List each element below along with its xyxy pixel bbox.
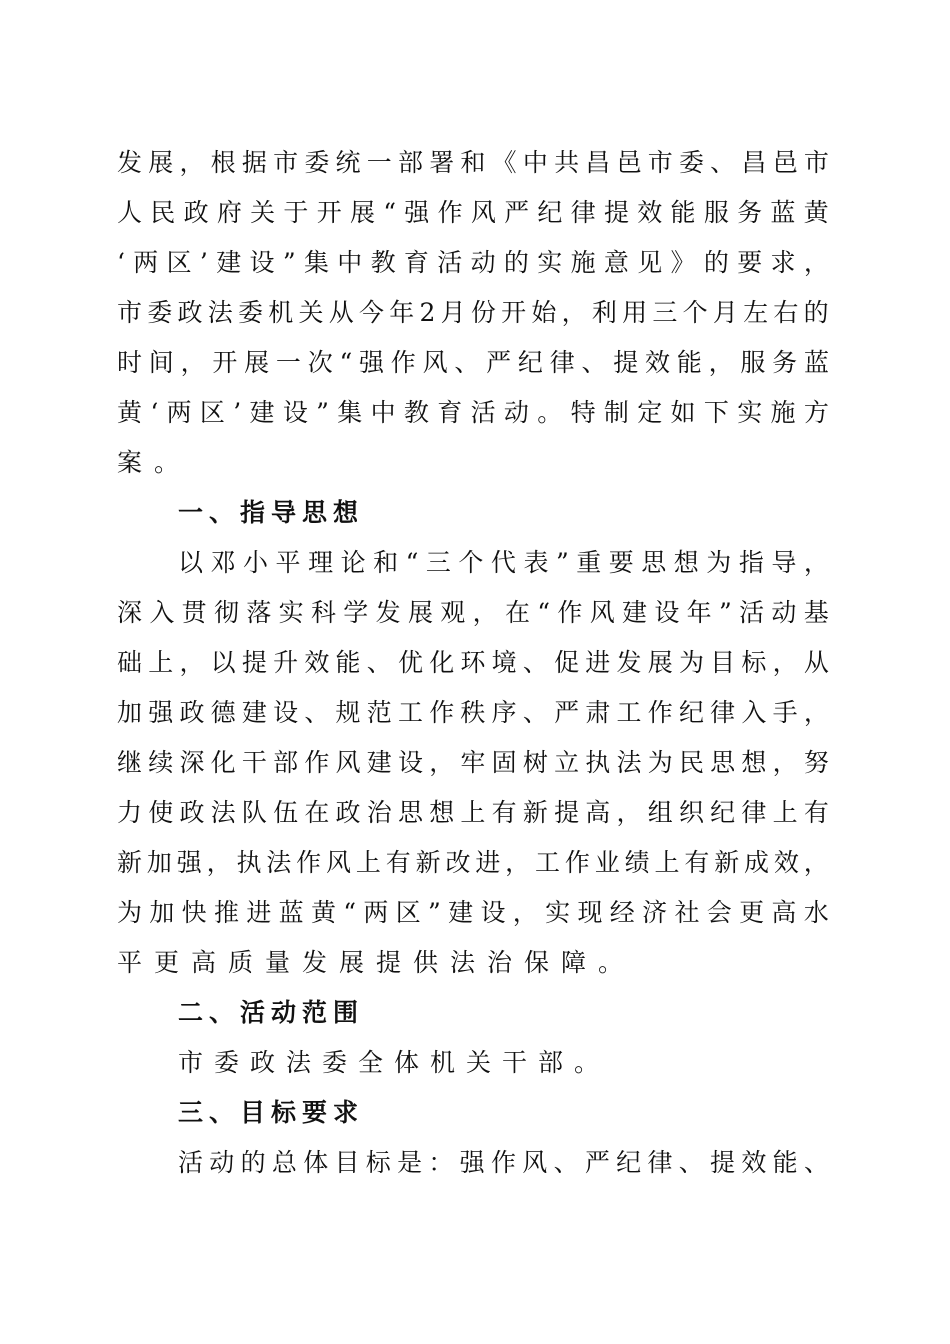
body-line-indent: [178, 1146, 829, 1180]
body-line: [117, 796, 829, 830]
body-line: [117, 896, 829, 930]
line-text: ‘ 两 区 ’ 建 设 ” 集 中 教 育 活 动 的 实 施 意 见 》 的 要 求 ，: [117, 248, 829, 277]
body-line: [117, 296, 829, 330]
line-text: 平更高质量发展提供法治保障。: [117, 948, 636, 977]
body-line: [117, 146, 829, 180]
section-heading-goals: 三、目标要求: [178, 1098, 365, 1127]
line-text: 为 加 快 推 进 蓝 黄 “ 两 区 ” 建 设 ， 实 现 经 济 社 会 更 高 水: [117, 898, 829, 927]
line-text: 加 强 政 德 建 设 、 规 范 工 作 秩 序 、 严 肃 工 作 纪 律 入 手 ，: [117, 698, 829, 727]
line-text: 黄 ‘ 两 区 ’ 建 设 ” 集 中 教 育 活 动 。 特 制 定 如 下 实 施 方: [117, 398, 829, 427]
section-heading-activity-scope: 二、活动范围: [178, 998, 365, 1027]
line-text: 深 入 贯 彻 落 实 科 学 发 展 观 ， 在 “ 作 风 建 设 年 ” 活 动 基: [117, 598, 829, 627]
body-line: [117, 346, 829, 380]
line-text: 以 邓 小 平 理 论 和 “ 三 个 代 表 ” 重 要 思 想 为 指 导 ，: [178, 548, 829, 577]
line-text: 市 委 政 法 委 机 关 从 今 年 2 月 份 开 始 ， 利 用 三 个 月 左 右 的: [117, 298, 829, 327]
line-text: 继 续 深 化 干 部 作 风 建 设 ， 牢 固 树 立 执 法 为 民 思 想 ， 努: [117, 748, 829, 777]
body-line: [117, 696, 829, 730]
body-line: [117, 646, 829, 680]
line-text: 时 间 ， 开 展 一 次 “ 强 作 风 、 严 纪 律 、 提 效 能 ， 服 务 蓝: [117, 348, 829, 377]
line-text: 案。: [117, 448, 192, 477]
body-line: [117, 196, 829, 230]
body-line: [117, 746, 829, 780]
body-line: [117, 396, 829, 430]
body-line: [117, 596, 829, 630]
line-text: 发 展 ， 根 据 市 委 统 一 部 署 和 《 中 共 昌 邑 市 委 、 昌 邑 市: [117, 148, 829, 177]
body-line-last: [117, 946, 829, 980]
line-text: 市委政法委全体机关干部。: [178, 1048, 611, 1077]
body-line-last: [117, 446, 829, 480]
line-text: 础 上 ， 以 提 升 效 能 、 优 化 环 境 、 促 进 发 展 为 目 标 ， 从: [117, 648, 829, 677]
body-line: [117, 846, 829, 880]
line-text: 新 加 强 ， 执 法 作 风 上 有 新 改 进 ， 工 作 业 绩 上 有 新 成 效 ，: [117, 848, 829, 877]
body-line-indent: [178, 546, 829, 580]
body-line: [117, 246, 829, 280]
line-text: 力 使 政 法 队 伍 在 政 治 思 想 上 有 新 提 高 ， 组 织 纪 律 上 有: [117, 798, 829, 827]
line-text: 人 民 政 府 关 于 开 展 “ 强 作 风 严 纪 律 提 效 能 服 务 蓝 黄: [117, 198, 829, 227]
section-heading-guiding-thought: 一、指导思想: [178, 498, 365, 527]
line-text: 活 动 的 总 体 目 标 是 ： 强 作 风 、 严 纪 律 、 提 效 能 、: [178, 1148, 829, 1177]
body-line-indent: [178, 1046, 829, 1080]
